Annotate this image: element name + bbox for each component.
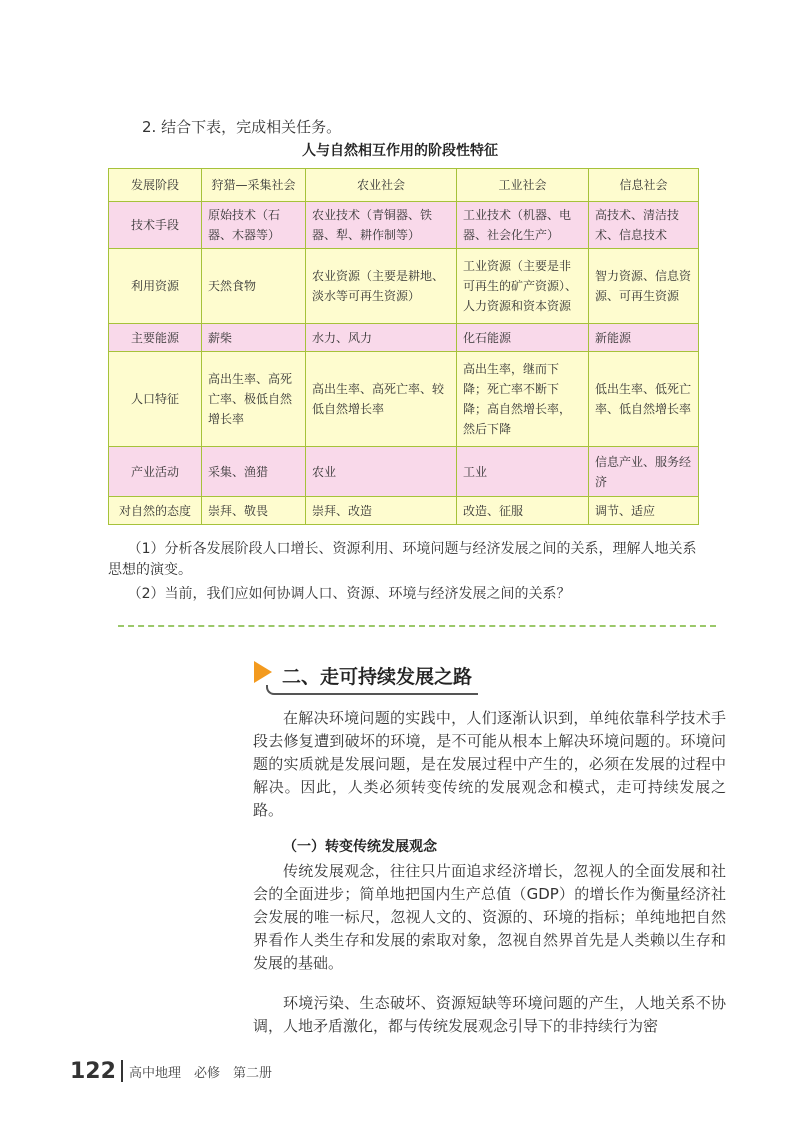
row-label: 产业活动 <box>109 447 202 497</box>
table-cell: 崇拜、敬畏 <box>202 497 306 525</box>
table-cell: 农业资源（主要是耕地、淡水等可再生资源） <box>306 249 457 324</box>
book-title: 高中地理 必修 第二册 <box>128 1065 272 1081</box>
page-number: 122 <box>70 1058 116 1084</box>
table-row <box>109 497 699 525</box>
table-cell: 原始技术（石器、木器等） <box>202 202 306 249</box>
section-heading <box>254 657 554 691</box>
body-paragraph: 环境污染、生态破坏、资源短缺等环境问题的产生，人地关系不协调，人地矛盾激化，都与传统发展观念引导下的非持续行为密 <box>253 994 726 1035</box>
table-title: 人与自然相互作用的阶段性特征 <box>302 143 498 159</box>
table-cell: 高出生率、高死亡率、极低自然增长率 <box>202 352 306 447</box>
table-row <box>109 352 699 447</box>
table-cell: 高技术、清洁技术、信息技术 <box>589 202 699 249</box>
table-cell: 薪柴 <box>202 324 306 352</box>
table-cell: 工业资源（主要是非可再生的矿产资源）、人力资源和资本资源 <box>457 249 589 324</box>
triangle-marker-icon <box>254 661 272 683</box>
question-2: （2）当前，我们应如何协调人口、资源、环境与经济发展之间的关系？ <box>127 586 571 602</box>
table-row <box>109 447 699 497</box>
row-label: 主要能源 <box>109 324 202 352</box>
table-cell: 农业 <box>306 447 457 497</box>
table-header-cell: 发展阶段 <box>109 169 202 202</box>
table-row <box>109 202 699 249</box>
body-paragraph: 在解决环境问题的实践中，人们逐渐认识到，单纯依靠科学技术手段去修复遭到破坏的环境，是不可能从根本上解决环境问题的。环境问题的实质就是发展问题，是在发展过程中产生的，必须在发展的过程中解决。因此，人类必须转变传统的发展观念和模式，走可持续发展之路。 <box>253 709 726 819</box>
table-cell: 改造、征服 <box>457 497 589 525</box>
table-cell: 工业技术（机器、电器、社会化生产） <box>457 202 589 249</box>
row-label: 对自然的态度 <box>109 497 202 525</box>
table-cell: 水力、风力 <box>306 324 457 352</box>
task-intro: 2. 结合下表，完成相关任务。 <box>142 118 342 136</box>
question-1: （1）分析各发展阶段人口增长、资源利用、环境问题与经济发展之间的关系，理解人地关系思想的演变。 <box>108 541 697 578</box>
table-cell: 信息产业、服务经济 <box>589 447 699 497</box>
table-header-cell: 狩猎—采集社会 <box>202 169 306 202</box>
table-cell: 智力资源、信息资源、可再生资源 <box>589 249 699 324</box>
table-row <box>109 249 699 324</box>
table-cell: 新能源 <box>589 324 699 352</box>
table-cell: 天然食物 <box>202 249 306 324</box>
table-cell: 高出生率、高死亡率、较低自然增长率 <box>306 352 457 447</box>
stage-characteristics-table <box>108 168 699 525</box>
subsection-title: （一）转变传统发展观念 <box>283 839 437 855</box>
table-cell: 崇拜、改造 <box>306 497 457 525</box>
page-footer <box>70 1057 272 1085</box>
table-row <box>109 324 699 352</box>
table-header-cell: 农业社会 <box>306 169 457 202</box>
row-label: 技术手段 <box>109 202 202 249</box>
body-paragraph: 传统发展观念，往往只片面追求经济增长，忽视人的全面发展和社会的全面进步；简单地把国内生产总值（GDP）的增长作为衡量经济社会发展的唯一标尺，忽视人文的、资源的、环境的指标；单纯地把自然界看作人类生存和发展的索取对象，忽视自然界首先是人类赖以生存和发展的基础。 <box>253 862 726 972</box>
table-cell: 调节、适应 <box>589 497 699 525</box>
table-cell: 高出生率，继而下降；死亡率不断下降；高自然增长率，然后下降 <box>457 352 589 447</box>
table-cell: 农业技术（青铜器、铁器、犁、耕作制等） <box>306 202 457 249</box>
table-header-row <box>109 169 699 202</box>
table-cell: 化石能源 <box>457 324 589 352</box>
table-cell: 工业 <box>457 447 589 497</box>
row-label: 人口特征 <box>109 352 202 447</box>
table-header-cell: 工业社会 <box>457 169 589 202</box>
table-cell: 低出生率、低死亡率、低自然增长率 <box>589 352 699 447</box>
footer-separator <box>121 1060 123 1082</box>
table-cell: 采集、渔猎 <box>202 447 306 497</box>
table-header-cell: 信息社会 <box>589 169 699 202</box>
dashed-divider <box>118 625 716 627</box>
section-title: 二、走可持续发展之路 <box>282 666 473 688</box>
row-label: 利用资源 <box>109 249 202 324</box>
